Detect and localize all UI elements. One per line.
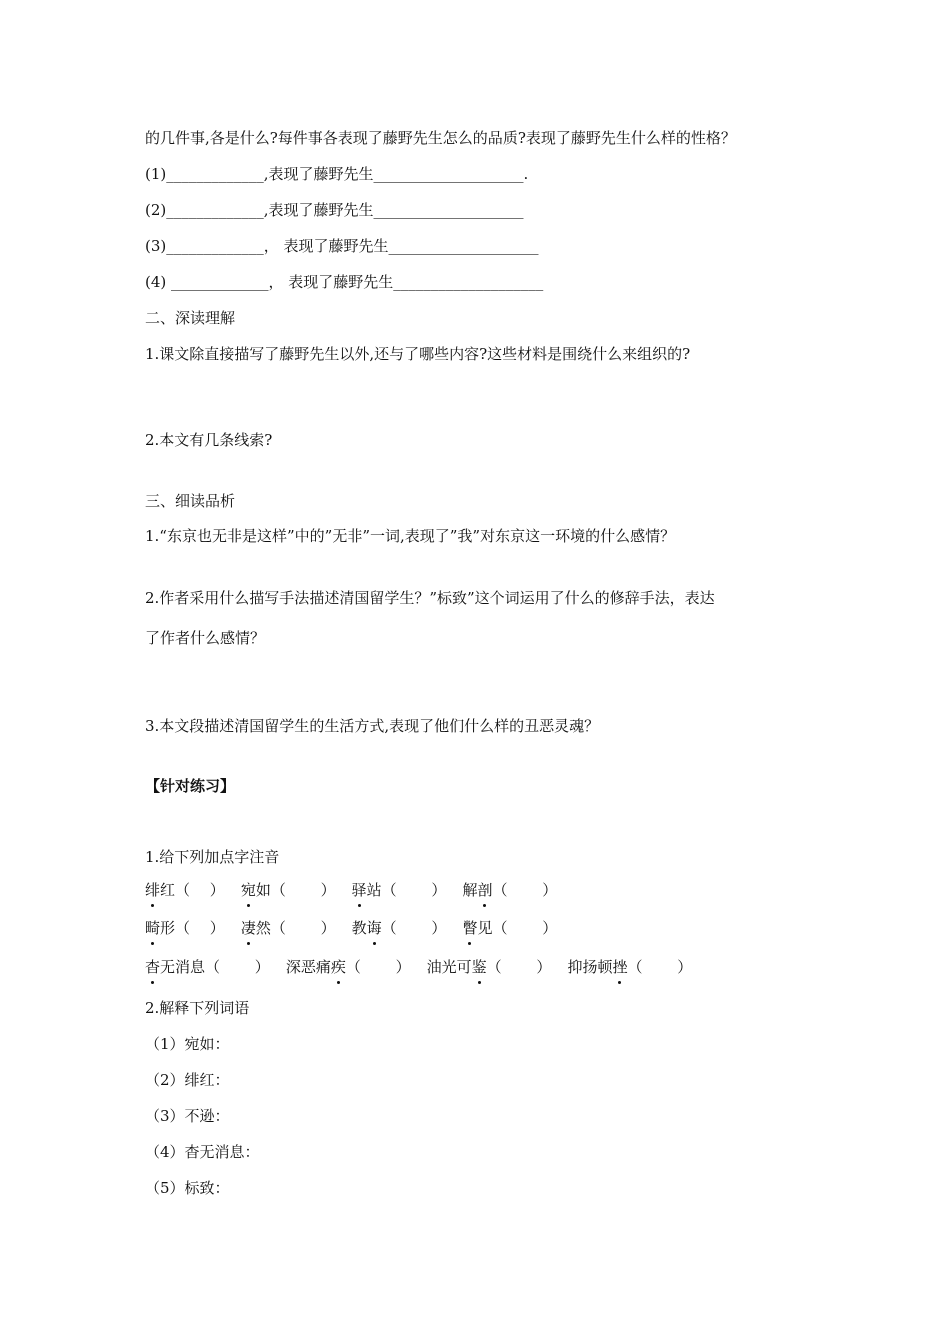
word-part: 然 (255, 919, 271, 937)
pinyin-item (462, 881, 557, 899)
dotted-character: 杳 (145, 958, 161, 976)
dotted-character: 畸 (145, 919, 161, 937)
pinyin-item (241, 919, 336, 937)
answer-blank[interactable]: （ ） (492, 919, 558, 937)
pinyin-row-3 (145, 957, 692, 977)
section-3-question-1: 1.“东京也无非是这样”中的”无非”一词,表现了”我”对东京这一环境的什么感情？ (145, 527, 676, 545)
answer-blank[interactable]: （ ） (205, 958, 270, 976)
dotted-character: 剖 (477, 881, 493, 899)
answer-blank[interactable]: （ ） (270, 881, 336, 899)
section-2-question-2: 2.本文有几条线索? (145, 431, 273, 449)
pinyin-item (462, 919, 557, 937)
answer-blank[interactable]: （ ） (175, 881, 225, 899)
dotted-character: 疾 (330, 958, 346, 976)
question-intro: 的几件事,各是什么?每件事各表现了藤野先生怎么的品质?表现了藤野先生什么样的性格？ (145, 129, 736, 147)
practice-question-1-title: 1.给下列加点字注音 (145, 848, 280, 866)
answer-blank[interactable]: （ ） (270, 919, 336, 937)
practice-question-2-title: 2.解释下列词语 (145, 999, 250, 1017)
dotted-character: 宛 (240, 881, 256, 899)
answer-blank[interactable]: （ ） (175, 919, 225, 937)
section-3-question-2b: 了作者什么感情？ (145, 629, 266, 647)
answer-blank[interactable]: （ ） (486, 958, 552, 976)
term-5: （5）标致： (145, 1179, 230, 1197)
word-part: 油光可 (426, 958, 472, 976)
term-2: （2）绯红： (145, 1071, 230, 1089)
dotted-character: 绯 (145, 881, 161, 899)
word-part: 无消息 (160, 958, 206, 976)
practice-title: 【针对练习】 (145, 777, 236, 795)
pinyin-item (427, 958, 552, 976)
answer-blank[interactable]: （ ） (627, 958, 693, 976)
dotted-character: 挫 (612, 958, 628, 976)
event-line-1: (1)_____________,表现了藤野先生____________________. (145, 165, 529, 183)
dotted-character: 诲 (366, 919, 382, 937)
word-part: 教 (351, 919, 367, 937)
section-3-question-3: 3.本文段描述清国留学生的生活方式,表现了他们什么样的丑恶灵魂？ (145, 717, 600, 735)
dotted-character: 驿 (351, 881, 367, 899)
pinyin-row-1 (145, 880, 557, 900)
answer-blank[interactable]: （ ） (492, 881, 558, 899)
section-3-question-2a: 2.作者采用什么描写手法描述清国留学生？”标致”这个词运用了什么的修辞手法，表达 (145, 589, 715, 607)
event-line-3: (3)_____________， 表现了藤野先生____________________ (145, 237, 539, 255)
section-3-title: 三、细读品析 (145, 492, 236, 510)
word-part: 深恶痛 (285, 958, 331, 976)
section-2-question-1: 1.课文除直接描写了藤野先生以外,还与了哪些内容?这些材料是围绕什么来组织的? (145, 345, 691, 363)
answer-blank[interactable]: （ ） (381, 919, 447, 937)
pinyin-item (145, 958, 270, 976)
pinyin-item (145, 919, 225, 937)
event-line-4: (4) _____________， 表现了藤野先生____________________ (145, 273, 544, 291)
word-part: 如 (255, 881, 271, 899)
section-2-title: 二、深读理解 (145, 309, 236, 327)
pinyin-item (352, 919, 447, 937)
pinyin-row-2 (145, 918, 557, 938)
pinyin-item (286, 958, 411, 976)
pinyin-item (241, 881, 336, 899)
pinyin-item (352, 881, 447, 899)
dotted-character: 瞥 (462, 919, 478, 937)
term-1: （1）宛如： (145, 1035, 230, 1053)
dotted-character: 鉴 (471, 958, 487, 976)
answer-blank[interactable]: （ ） (345, 958, 411, 976)
term-4: （4）杳无消息： (145, 1143, 260, 1161)
word-part: 解 (462, 881, 478, 899)
pinyin-item (567, 958, 692, 976)
word-part: 见 (477, 919, 493, 937)
word-part: 抑扬顿 (567, 958, 613, 976)
word-part: 站 (366, 881, 382, 899)
answer-blank[interactable]: （ ） (381, 881, 447, 899)
event-line-2: (2)_____________,表现了藤野先生____________________ (145, 201, 524, 219)
term-3: （3）不逊： (145, 1107, 230, 1125)
dotted-character: 凄 (240, 919, 256, 937)
word-part: 形 (160, 919, 176, 937)
pinyin-item (145, 881, 225, 899)
word-part: 红 (160, 881, 176, 899)
